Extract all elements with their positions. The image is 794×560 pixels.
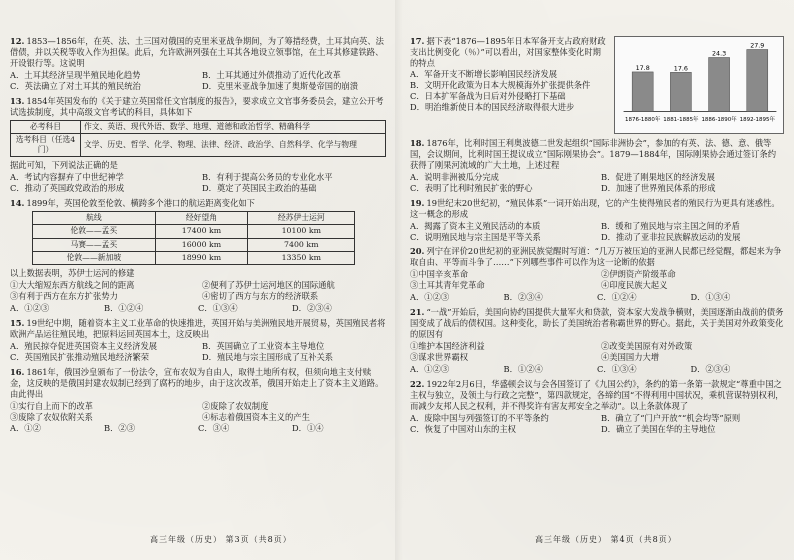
option-d: D．①④ (292, 423, 324, 434)
page-left (10, 36, 386, 536)
option-d: D．②③④ (292, 303, 332, 314)
question-13-options (10, 172, 386, 194)
option-b: B．有利于提高公务员的专业化水平 (202, 172, 333, 183)
item-3: ③有利于西方在东方扩张势力 (10, 291, 118, 302)
item-4: ④印度民族大起义 (601, 280, 668, 291)
question-17-stem: 据下表“1876—1895年日本军备开支占政府财政支出比例变化（％）”可以看出，对国家整体变化时期的特点 (410, 36, 606, 68)
option-a: A．考试内容摒弃了中世纪神学 (10, 172, 124, 183)
option-c: C．恢复了中国对山东的主权 (410, 423, 516, 434)
question-21: 21. “一战”开始后，美国向协约国提供大量军火和贷款，资本家大发战争横财，美国逐渐由战前的债务国变成了战后的债权国。这种变化，助长了美国统治者称霸世界的野心。据此，关于美国对外政策变化的原因有 ①维护本国经济利益 ②改变美国原有对外政策 ③谋求世界霸权 ④美国国力大增 A．①②③ B．①②④ C．①③④ D．②③④ (410, 307, 784, 374)
question-12-options (10, 70, 386, 92)
table-header: 经苏伊士运河 (248, 212, 355, 225)
table-cell: 7400 km (248, 238, 355, 251)
item-2: ②便利了苏伊士运河地区的国际通航 (202, 280, 335, 291)
option-d: D．①③④ (690, 292, 731, 303)
option-b: B．①②④ (104, 303, 144, 314)
chart-data-label: 24.3 (711, 50, 727, 58)
option-c: C．①②④ (597, 292, 637, 303)
option-d: D．加速了世界殖民体系的形成 (601, 182, 716, 193)
question-21-options (410, 364, 784, 375)
option-b: B．②③④ (503, 292, 543, 303)
question-18: 18. 1876年，比利时国王利奥波德二世发起组织“国际非洲协会”，参加的有英、法、德、意、俄等国，会议期间，比利时国王提议成立“国际刚果协会”。1879—1884年，国际刚果协会通过签订条约获得了刚果河流域的广大土地，上述过程 A．说明非洲被瓜分完成 B．促进了刚果地区的经济发展 C．表明了比利时殖民扩张的野心 D．加速了世界殖民体系的形成 (410, 138, 784, 194)
table-cell: 18990 km (155, 252, 247, 265)
table-row (33, 225, 355, 238)
option-b: B．①②④ (503, 363, 543, 374)
item-1: ①中国辛亥革命 (410, 269, 469, 280)
question-22-options (410, 413, 784, 435)
question-19-options (410, 221, 784, 243)
question-15: 15. 19世纪中期，随着资本主义工业革命的快速推进，英国开始与美洲殖民地开展贸易，英国殖民者将欧洲产品运往殖民地，把原料运回英国本土，这反映出 A．殖民掠夺促进英国资本主义经济发展 B．英国确立了工业资本主导地位 C．英国殖民扩张推动殖民地经济繁荣 D．殖民地与宗主国形成了互补关系 (10, 318, 386, 362)
page-right (410, 36, 784, 536)
page-footer-right: 高三年级（历史） 第4页（共8页） (535, 535, 677, 545)
item-3: ③谋求世界霸权 (410, 351, 469, 362)
table-row (33, 252, 355, 265)
question-20-items (410, 269, 784, 291)
chart-category-label: 1886-1890年 (701, 117, 737, 124)
item-1: ①大大缩短东西方航线之间的距离 (10, 280, 135, 291)
option-c: C．英国殖民扩张推动殖民地经济繁荣 (10, 351, 150, 362)
chart-category-label: 1881-1885年 (663, 117, 699, 124)
option-b: B．②③ (104, 423, 135, 434)
question-13-lead: 据此可知，下列说法正确的是 (10, 160, 118, 171)
question-20-options (410, 292, 784, 303)
exam-subjects-table (10, 120, 386, 158)
option-a: A．①②③ (410, 363, 450, 374)
question-13-stem: 1854年英国发布的《关于建立英国常任文官制度的报告》，要求成立文官事务委员会，建立公开考试选拔制度，其中高级文官考试的科目，具体如下 (10, 95, 384, 117)
option-a: A．①②③ (410, 292, 450, 303)
page-footer-left: 高三年级（历史） 第3页（共8页） (150, 535, 292, 545)
option-a: A．说明非洲被瓜分完成 (410, 171, 499, 182)
option-d: D．推动了亚非拉民族解放运动的发展 (601, 231, 741, 242)
option-d: D．明治维新使日本的国民经济取得很大进步 (410, 101, 575, 112)
table-cell: 选考科目（任选4门） (11, 133, 81, 157)
table-cell: 马赛——孟买 (33, 238, 156, 251)
option-d: D．克里米亚战争加速了奥斯曼帝国的崩溃 (202, 80, 358, 91)
question-19: 19. 19世纪末20世纪初，“殖民体系”一词开始出现，它的产生使得殖民者的殖民行为更具有迷惑性。这一概念的形成 A．揭露了资本主义殖民活动的本质 B．缓和了殖民地与宗主国之间的矛盾 C．说明殖民地与宗主国是平等关系 D．推动了亚非拉民族解放运动的发展 (410, 198, 784, 243)
option-a: A．殖民掠夺促进英国资本主义经济发展 (10, 340, 158, 351)
question-14-items (10, 280, 386, 302)
question-22-stem: 1922年2月6日，华盛顿会议与会各国签订了《九国公约》，条约的第一条第一款规定“尊重中国之主权与独立，及领土与行政之完整”，第四款规定，各缔约国“不得利用中国状况，乘机营谋特别权利，而减少友邦人民之权利，并不得奖许有害友邦安全之举动”。以上条款体现了 (410, 378, 784, 411)
option-c: C．推动了英国政党政治的形成 (10, 183, 125, 194)
option-b: B．促进了刚果地区的经济发展 (601, 171, 715, 182)
chart-category-label: 1892-1895年 (739, 117, 775, 124)
military-spending-chart (614, 36, 784, 134)
item-4: ④美国国力大增 (601, 351, 660, 362)
question-16-stem: 1861年，俄国沙皇颁布了一份法令，宣布农奴为自由人，取得土地所有权，但须向地主支付赎金，这反映的是俄国封建农奴制已经到了腐朽的地步，由于这次改革，俄国开始走上了资本主义道路。由此得出 (10, 366, 384, 399)
option-c: C．说明殖民地与宗主国是平等关系 (410, 231, 541, 242)
option-c: C．英法确立了对土耳其的殖民统治 (10, 80, 141, 91)
option-c: C．日本扩军备战为日后对外侵略打下基础 (410, 90, 566, 101)
chart-bar (632, 72, 653, 112)
option-d: D．殖民地与宗主国形成了互补关系 (202, 351, 334, 362)
option-d: D．②③④ (690, 363, 731, 374)
item-4: ④密切了西方与东方的经济联系 (202, 291, 319, 302)
question-18-stem: 1876年，比利时国王利奥波德二世发起组织“国际非洲协会”，参加的有英、法、德、意、俄等国，会议期间，比利时国王提议成立“国际刚果协会”。1879—1884年，国际刚果协会通过签订条约获得了刚果河流域的广大土地，上述过程 (410, 138, 776, 170)
question-17-options (410, 69, 608, 113)
question-21-stem: “一战”开始后，美国向协约国提供大量军火和贷款，资本家大发战争横财，美国逐渐由战前的债务国变成了战后的债权国。这种变化，助长了美国统治者称霸世界的野心。据此，关于美国对外政策变化的原因有 (410, 307, 784, 339)
question-15-options (10, 341, 386, 363)
option-a: A．①②③ (10, 303, 50, 314)
chart-data-label: 27.9 (750, 42, 765, 50)
bar-chart-svg (615, 37, 783, 133)
table-cell: 必考科目 (11, 120, 81, 133)
question-16-options (10, 423, 386, 434)
question-13: 13. 1854年英国发布的《关于建立英国常任文官制度的报告》，要求成立文官事务委员会，建立公开考试选拔制度，其中高级文官考试的科目，具体如下 必考科目 作文、英语、现代外语、数学、地理、道德和政治哲学、精确科学 选考科目（任选4门） 文学、历史、哲学、化学、物理、法律、经济、政治学、自然科学、化学与物理 据此可知，下列说法正确的是 A．考试内容摒弃了中世纪神学 B．有利于提高公务员的专业化水平 C．推动了英国政党政治的形成 D．奠定了英国民主政治的基础 (10, 96, 386, 195)
question-16-items (10, 401, 386, 423)
question-14-lead: 以上数据表明，苏伊士运河的修建 (10, 268, 135, 279)
item-2: ②废除了农奴制度 (202, 400, 269, 411)
table-header-row (33, 212, 355, 225)
question-17: 17. 据下表“1876—1895年日本军备开支占政府财政支出比例变化（％）”可以看出，对国家整体变化时期的特点 A．军备开支不断增长影响国民经济发展 B．文明开化政策为日本大规模海外扩张提供条件 C．日本扩军备战为日后对外侵略打下基础 D．明治维新使日本的国民经济取得很大进步 17.8 1876-1880年 17.6 1881-1885年 24.3 1886-1890年 27.9 1892-1895年 (410, 36, 784, 134)
question-16: 16. 1861年，俄国沙皇颁布了一份法令，宣布农奴为自由人，取得土地所有权，但须向地主支付赎金，这反映的是俄国封建农奴制已经到了腐朽的地步，由于这次改革，俄国开始走上了资本主义道路。由此得出 ①实行自上而下的改革 ②废除了农奴制度 ③废除了农奴依附关系 ④标志着俄国资本主义的产生 A．①② B．②③ C．③④ D．①④ (10, 367, 386, 435)
chart-data-label: 17.6 (673, 65, 688, 73)
table-cell: 17400 km (155, 225, 247, 238)
table-cell: 作文、英语、现代外语、数学、地理、道德和政治哲学、精确科学 (81, 120, 386, 133)
option-a: A．土耳其经济呈现半殖民地化趋势 (10, 69, 141, 80)
table-cell: 10100 km (248, 225, 355, 238)
table-row (11, 120, 386, 133)
option-a: A．①② (10, 423, 41, 434)
chart-bar (747, 49, 768, 111)
item-3: ③土耳其青年党革命 (410, 280, 485, 291)
table-cell: 伦敦——新加坡 (33, 252, 156, 265)
table-row (33, 238, 355, 251)
option-a: A．揭露了资本主义殖民活动的本质 (410, 220, 541, 231)
option-b: B．土耳其通过外债推动了近代化改革 (202, 69, 341, 80)
table-cell: 文学、历史、哲学、化学、物理、法律、经济、政治学、自然科学、化学与物理 (81, 133, 386, 157)
question-21-items (410, 341, 784, 363)
question-12-stem: 1853—1856年，在英、法、土三国对俄国的克里米亚战争期间，为了筹措经费，土耳其向英、法借债，并以关税等收入作为担保。此后，允许欧洲列强在土耳其各地设立领事馆，在土耳其修建铁路、开设银行等。这说明 (10, 36, 384, 68)
item-2: ②伊朗资产阶级革命 (601, 269, 676, 280)
table-cell: 13350 km (248, 252, 355, 265)
question-22: 22. 1922年2月6日，华盛顿会议与会各国签订了《九国公约》，条约的第一条第一款规定“尊重中国之主权与独立，及领土与行政之完整”，第四款规定，各缔约国“不得利用中国状况，乘机营谋特别权利，而减少友邦人民之权利，并不得奖许有害友邦安全之举动”。以上条款体现了 A．废除中国与列强签订的不平等条约 B．确立了“门户开放”“机会均等”原则 C．恢复了中国对山东的主权 D．确立了美国在华的主导地位 (410, 378, 784, 434)
table-header: 经好望角 (155, 212, 247, 225)
item-4: ④标志着俄国资本主义的产生 (202, 411, 310, 422)
option-b: B．缓和了殖民地与宗主国之间的矛盾 (601, 220, 740, 231)
page-fold (395, 0, 403, 560)
shipping-distance-table (32, 211, 355, 265)
question-20-stem: 列宁在评价20世纪初的亚洲民族觉醒时写道：“几万万被压迫的亚洲人民都已经觉醒，都起来为争取自由、平等而斗争了……”下列哪些事件可以作为这一论断的依据 (410, 246, 782, 268)
chart-category-label: 1876-1880年 (625, 117, 661, 124)
option-c: C．表明了比利时殖民扩张的野心 (410, 182, 533, 193)
question-14-options (10, 303, 386, 314)
question-19-stem: 19世纪末20世纪初，“殖民体系”一词开始出现，它的产生使得殖民者的殖民行为更具有迷惑性。这一概念的形成 (410, 197, 780, 219)
question-14-stem: 1899年，英国伦敦至伦敦、横跨多个港口的航运距离变化如下 (26, 198, 255, 209)
option-a: A．军备开支不断增长影响国民经济发展 (410, 68, 558, 79)
question-12: 12. 1853—1856年，在英、法、土三国对俄国的克里米亚战争期间，为了筹措经费，土耳其向英、法借债，并以关税等收入作为担保。此后，允许欧洲列强在土耳其各地设立领事馆，在土耳其修建铁路、开设银行等。这说明 A．土耳其经济呈现半殖民地化趋势 B．土耳其通过外债推动了近代化改革 C．英法确立了对土耳其的殖民统治 D．克里米亚战争加速了奥斯曼帝国的崩溃 (10, 36, 386, 92)
question-20: 20. 列宁在评价20世纪初的亚洲民族觉醒时写道：“几万万被压迫的亚洲人民都已经觉醒，都起来为争取自由、平等而斗争了……”下列哪些事件可以作为这一论断的依据 ①中国辛亥革命 ②伊朗资产阶级革命 ③土耳其青年党革命 ④印度民族大起义 A．①②③ B．②③④ C．①②④ D．①③④ (410, 246, 784, 303)
option-a: A．废除中国与列强签订的不平等条约 (410, 412, 549, 423)
option-b: B．英国确立了工业资本主导地位 (202, 340, 325, 351)
option-b: B．文明开化政策为日本大规模海外扩张提供条件 (410, 79, 591, 90)
option-d: D．奠定了英国民主政治的基础 (202, 183, 317, 194)
option-c: C．①③④ (198, 303, 238, 314)
table-cell: 16000 km (155, 238, 247, 251)
chart-bar (709, 57, 730, 111)
option-c: C．③④ (198, 423, 230, 434)
option-c: C．①③④ (597, 363, 637, 374)
chart-bar (670, 72, 691, 111)
item-1: ①维护本国经济利益 (410, 340, 485, 351)
item-1: ①实行自上而下的改革 (10, 400, 93, 411)
question-14: 14. 1899年，英国伦敦至伦敦、横跨多个港口的航运距离变化如下 航线 经好望角 经苏伊士运河 伦敦——孟买 17400 km 10100 km 马赛——孟买 16000 km 7400 km 伦敦——新加坡 18990 km 13350 km 以上数据表明，苏伊士运河的修建 ①大大缩短东西方航线之间的距离 ②便利了苏伊士运河地区的国际通航 ③有利于西方在东方扩张势力 ④密切了西方与东方的经济联系 A．①②③ B．①②④ C．①③④ D．②③④ (10, 198, 386, 314)
question-15-stem: 19世纪中期，随着资本主义工业革命的快速推进，英国开始与美洲殖民地开展贸易，英国殖民者将欧洲产品运往殖民地，把原料运回英国本土，这反映出 (10, 318, 386, 339)
option-d: D．确立了美国在华的主导地位 (601, 423, 716, 434)
table-header: 航线 (33, 212, 156, 225)
item-3: ③废除了农奴依附关系 (10, 411, 93, 422)
chart-data-label: 17.8 (635, 64, 650, 72)
item-2: ②改变美国原有对外政策 (601, 340, 693, 351)
question-18-options (410, 172, 784, 194)
option-b: B．确立了“门户开放”“机会均等”原则 (601, 412, 741, 423)
table-cell: 伦敦——孟买 (33, 225, 156, 238)
table-row (11, 133, 386, 157)
